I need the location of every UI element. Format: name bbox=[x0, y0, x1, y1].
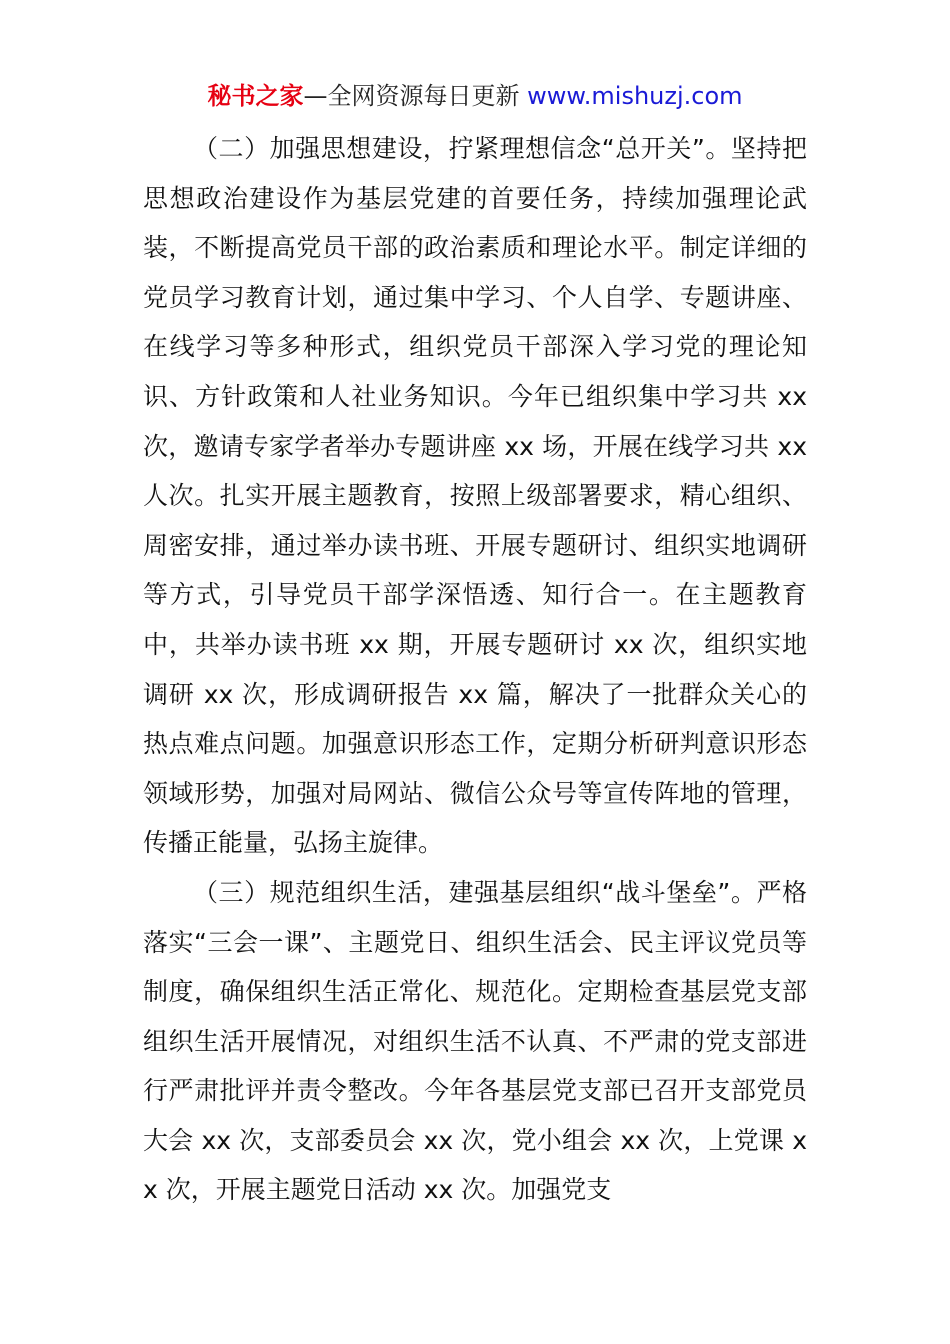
site-url-link[interactable]: www.mishuzj.com bbox=[527, 82, 743, 110]
paragraph-3: （三）规范组织生活，建强基层组织“战斗堡垒”。严格落实“三会一课”、主题党日、组织生活会、民主评议党员等制度，确保组织生活正常化、规范化。定期检查基层党支部组织生活开展情况，对组织生活不认真、不严肃的党支部进行严肃批评并责令整改。今年各基层党支部已召开支部党员大会 xx 次，支部委员会 xx 次，党小组会 xx 次，上党课 xx 次，开展主题党日活动 xx 次。加强党支 bbox=[143, 877, 807, 1205]
brand-name: 秘书之家 bbox=[207, 82, 304, 110]
header-tagline: —全网资源每日更新 bbox=[303, 82, 528, 110]
document-body bbox=[143, 124, 807, 1215]
page-header bbox=[0, 80, 950, 112]
paragraph-2: （二）加强思想建设，拧紧理想信念“总开关”。坚持把思想政治建设作为基层党建的首要任务，持续加强理论武装，不断提高党员干部的政治素质和理论水平。制定详细的党员学习教育计划，通过集中学习、个人自学、专题讲座、在线学习等多种形式，组织党员干部深入学习党的理论知识、方针政策和人社业务知识。今年已组织集中学习共 xx 次，邀请专家学者举办专题讲座 xx 场，开展在线学习共 xx 人次。扎实开展主题教育，按照上级部署要求，精心组织、周密安排，通过举办读书班、开展专题研讨、组织实地调研等方式，引导党员干部学深悟透、知行合一。在主题教育中，共举办读书班 xx 期，开展专题研讨 xx 次，组织实地调研 xx 次，形成调研报告 xx 篇，解决了一批群众关心的热点难点问题。加强意识形态工作，定期分析研判意识形态领域形势，加强对局网站、微信公众号等宣传阵地的管理，传播正能量，弘扬主旋律。 bbox=[143, 134, 807, 858]
